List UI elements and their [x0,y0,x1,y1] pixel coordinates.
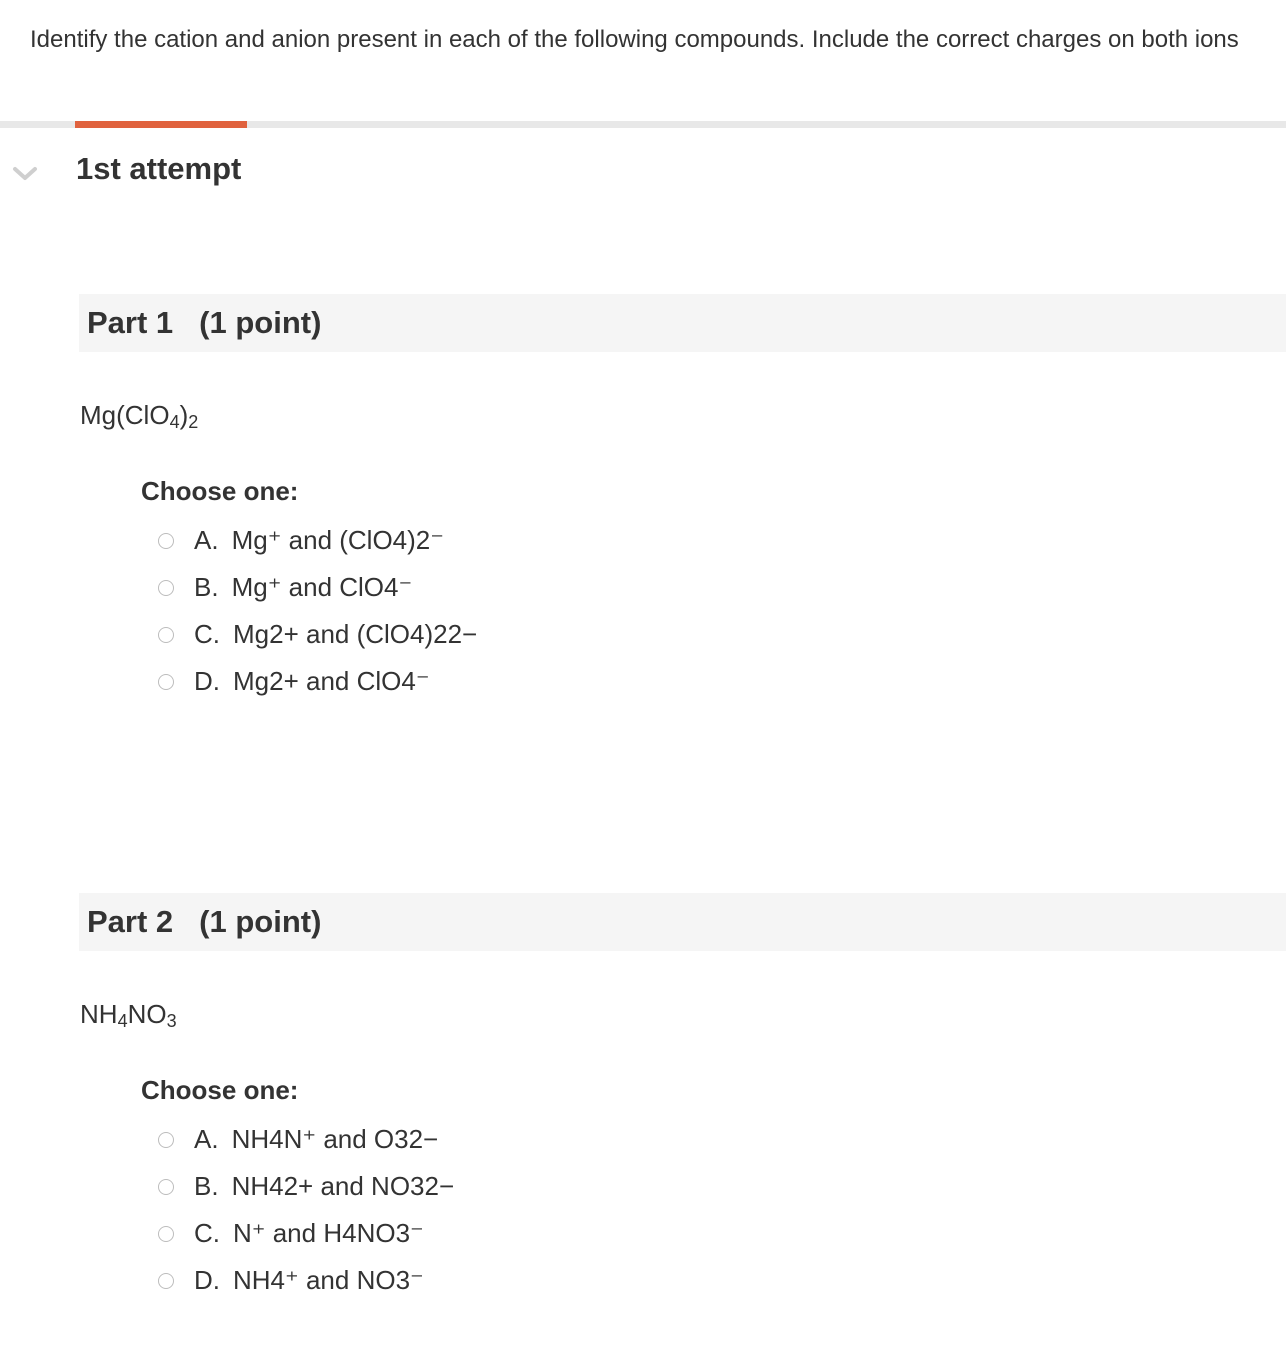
attempt-tab-bar [0,121,1286,128]
option-b[interactable] [158,1163,454,1210]
part-points: (1 point) [199,305,322,340]
formula-middle: NO [127,999,167,1029]
answer-options [158,1116,454,1304]
option-letter: C. [194,619,220,649]
option-letter: D. [194,666,220,696]
formula-subscript: 3 [166,1011,177,1031]
formula-base: NH [80,999,118,1029]
radio-button[interactable] [158,533,174,549]
part-1-header [79,294,1286,352]
radio-button[interactable] [158,1226,174,1242]
formula-subscript: 4 [117,1011,128,1031]
option-b[interactable] [158,564,477,611]
radio-button[interactable] [158,1132,174,1148]
formula-subscript: 4 [169,412,180,432]
active-tab-indicator [75,121,247,128]
option-letter: B. [194,1171,219,1201]
option-d[interactable] [158,1257,454,1304]
part-title: Part 1 [87,305,174,340]
option-text: Mg⁺ and (ClO4)2⁻ [231,525,444,555]
option-a[interactable] [158,1116,454,1163]
option-text: NH4⁺ and NO3⁻ [233,1265,424,1295]
option-letter: D. [194,1265,220,1295]
option-letter: A. [194,525,219,555]
radio-button[interactable] [158,580,174,596]
formula-middle: ) [179,400,189,430]
option-letter: C. [194,1218,220,1248]
option-c[interactable] [158,611,477,658]
compound-formula [80,400,198,433]
radio-button[interactable] [158,674,174,690]
option-d[interactable] [158,658,477,705]
option-a[interactable] [158,517,477,564]
option-text: Mg⁺ and ClO4⁻ [231,572,413,602]
option-text: N⁺ and H4NO3⁻ [233,1218,424,1248]
formula-base: Mg(ClO [80,400,170,430]
answer-options [158,517,477,705]
part-points: (1 point) [199,904,322,939]
option-letter: A. [194,1124,219,1154]
option-text: Mg2+ and ClO4⁻ [233,666,430,696]
option-c[interactable] [158,1210,454,1257]
part-2-header [79,893,1286,951]
option-letter: B. [194,572,219,602]
question-instructions: Identify the cation and anion present in each of the following compounds. Include the correct charges on both ions [30,26,1239,53]
option-text: NH42+ and NO32− [231,1171,455,1201]
option-text: NH4N⁺ and O32− [231,1124,439,1154]
attempt-title: 1st attempt [76,151,242,186]
compound-formula [80,999,177,1032]
choose-one-label: Choose one: [141,1075,299,1105]
radio-button[interactable] [158,627,174,643]
chevron-down-icon[interactable] [12,162,38,184]
radio-button[interactable] [158,1179,174,1195]
radio-button[interactable] [158,1273,174,1289]
part-title: Part 2 [87,904,174,939]
formula-subscript: 2 [188,412,199,432]
option-text: Mg2+ and (ClO4)22− [233,619,478,649]
choose-one-label: Choose one: [141,476,299,506]
